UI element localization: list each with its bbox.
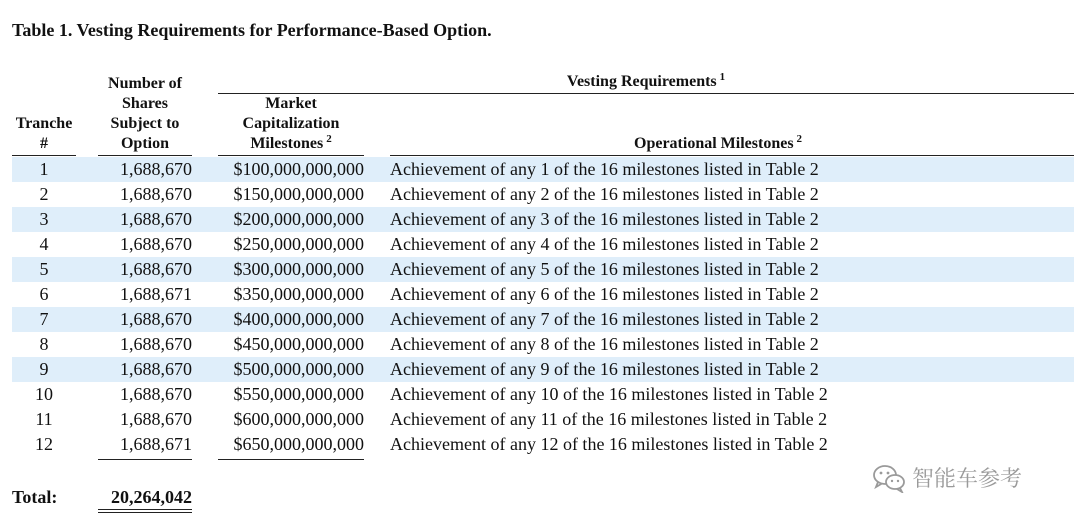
table-row [12, 332, 1074, 357]
tranche-cell: 3 [39, 209, 49, 229]
header-shares-line4: Option [120, 135, 169, 152]
table-row [12, 382, 1074, 407]
header-shares-line2: Shares [122, 95, 168, 112]
table-row [12, 432, 1074, 457]
table-row [12, 182, 1074, 207]
market-cap-cell: $650,000,000,000 [233, 434, 364, 454]
operational-cell: Achievement of any 6 of the 16 milestones listed in Table 2 [390, 284, 819, 304]
table-body [12, 157, 1074, 457]
market-cap-cell: $400,000,000,000 [233, 309, 364, 329]
tranche-cell: 5 [39, 259, 49, 279]
header-market-line3: Milestones [250, 135, 324, 152]
header-rule-market [218, 155, 364, 156]
total-double-rule-top [98, 509, 192, 510]
shares-cell: 1,688,671 [120, 284, 192, 304]
shares-cell: 1,688,670 [120, 309, 192, 329]
market-cap-cell: $300,000,000,000 [233, 259, 364, 279]
watermark-text: 智能车参考 [912, 467, 1023, 492]
tranche-cell: 10 [35, 384, 53, 404]
operational-cell: Achievement of any 3 of the 16 milestones listed in Table 2 [390, 209, 819, 229]
tranche-cell: 7 [39, 309, 49, 329]
tranche-cell: 8 [39, 334, 49, 354]
header-tranche-line2: # [40, 135, 48, 152]
operational-cell: Achievement of any 1 of the 16 milestones listed in Table 2 [390, 159, 819, 179]
shares-cell: 1,688,670 [120, 159, 192, 179]
shares-cell: 1,688,670 [120, 259, 192, 279]
shares-cell: 1,688,670 [120, 184, 192, 204]
header-market-line1: Market [265, 95, 317, 112]
operational-cell: Achievement of any 2 of the 16 milestones listed in Table 2 [390, 184, 819, 204]
table-row [12, 207, 1074, 232]
header-shares-line3: Subject to [110, 115, 180, 132]
header-shares [96, 74, 194, 154]
tranche-cell: 1 [39, 159, 49, 179]
table-row [12, 357, 1074, 382]
market-cap-cell: $350,000,000,000 [233, 284, 364, 304]
shares-cell: 1,688,670 [120, 359, 192, 379]
market-cap-cell: $500,000,000,000 [233, 359, 364, 379]
wechat-icon [872, 463, 906, 493]
header-rule-tranche [12, 155, 76, 156]
header-market-cap [218, 94, 364, 154]
tranche-cell: 4 [39, 234, 49, 254]
header-market-line2: Capitalization [242, 115, 340, 132]
shares-cell: 1,688,671 [120, 434, 192, 454]
header-tranche [12, 114, 76, 154]
table-row [12, 157, 1074, 182]
shares-cell: 1,688,670 [120, 209, 192, 229]
header-operational-label: Operational Milestones [634, 135, 794, 152]
footnote-marker: 2 [796, 132, 803, 145]
operational-cell: Achievement of any 8 of the 16 milestones listed in Table 2 [390, 334, 819, 354]
tranche-cell: 12 [35, 434, 53, 454]
shares-cell: 1,688,670 [120, 409, 192, 429]
tranche-cell: 9 [39, 359, 49, 379]
tranche-cell: 2 [39, 184, 49, 204]
market-cap-cell: $150,000,000,000 [233, 184, 364, 204]
operational-cell: Achievement of any 5 of the 16 milestones listed in Table 2 [390, 259, 819, 279]
header-rule-shares [98, 155, 192, 156]
operational-cell: Achievement of any 9 of the 16 milestones listed in Table 2 [390, 359, 819, 379]
group-header-rule [218, 93, 1074, 94]
market-cap-cell: $450,000,000,000 [233, 334, 364, 354]
total-label: Total: [12, 487, 58, 507]
table-row [12, 307, 1074, 332]
header-operational [390, 134, 1074, 154]
header-shares-line1: Number of [108, 75, 182, 92]
operational-cell: Achievement of any 12 of the 16 milestones listed in Table 2 [390, 434, 828, 454]
market-cap-cell: $250,000,000,000 [233, 234, 364, 254]
table-row [12, 282, 1074, 307]
watermark [872, 462, 1022, 493]
shares-cell: 1,688,670 [120, 234, 192, 254]
market-cap-cell: $600,000,000,000 [233, 409, 364, 429]
shares-cell: 1,688,670 [120, 384, 192, 404]
market-cap-cell: $550,000,000,000 [233, 384, 364, 404]
table-row [12, 407, 1074, 432]
table-title: Table 1. Vesting Requirements for Performance-Based Option. [12, 20, 492, 40]
header-vesting-label: Vesting Requirements [566, 73, 717, 90]
table-row [12, 232, 1074, 257]
table-row [12, 257, 1074, 282]
tranche-cell: 11 [35, 409, 53, 429]
shares-cell: 1,688,670 [120, 334, 192, 354]
header-tranche-line1: Tranche [15, 115, 73, 132]
operational-cell: Achievement of any 4 of the 16 milestones listed in Table 2 [390, 234, 819, 254]
total-double-rule-bottom [98, 512, 192, 513]
subtotal-rule-tranche [98, 459, 192, 460]
operational-cell: Achievement of any 11 of the 16 milestones listed in Table 2 [390, 409, 828, 429]
market-cap-cell: $200,000,000,000 [233, 209, 364, 229]
total-value: 20,264,042 [111, 487, 192, 507]
header-rule-operational [390, 155, 1074, 156]
market-cap-cell: $100,000,000,000 [233, 159, 364, 179]
footnote-marker: 2 [326, 132, 332, 145]
tranche-cell: 6 [39, 284, 49, 304]
operational-cell: Achievement of any 7 of the 16 milestones listed in Table 2 [390, 309, 819, 329]
subtotal-rule-market [218, 459, 364, 460]
footnote-marker: 1 [719, 70, 726, 83]
operational-cell: Achievement of any 10 of the 16 milestones listed in Table 2 [390, 384, 828, 404]
header-vesting-requirements [218, 72, 1074, 92]
